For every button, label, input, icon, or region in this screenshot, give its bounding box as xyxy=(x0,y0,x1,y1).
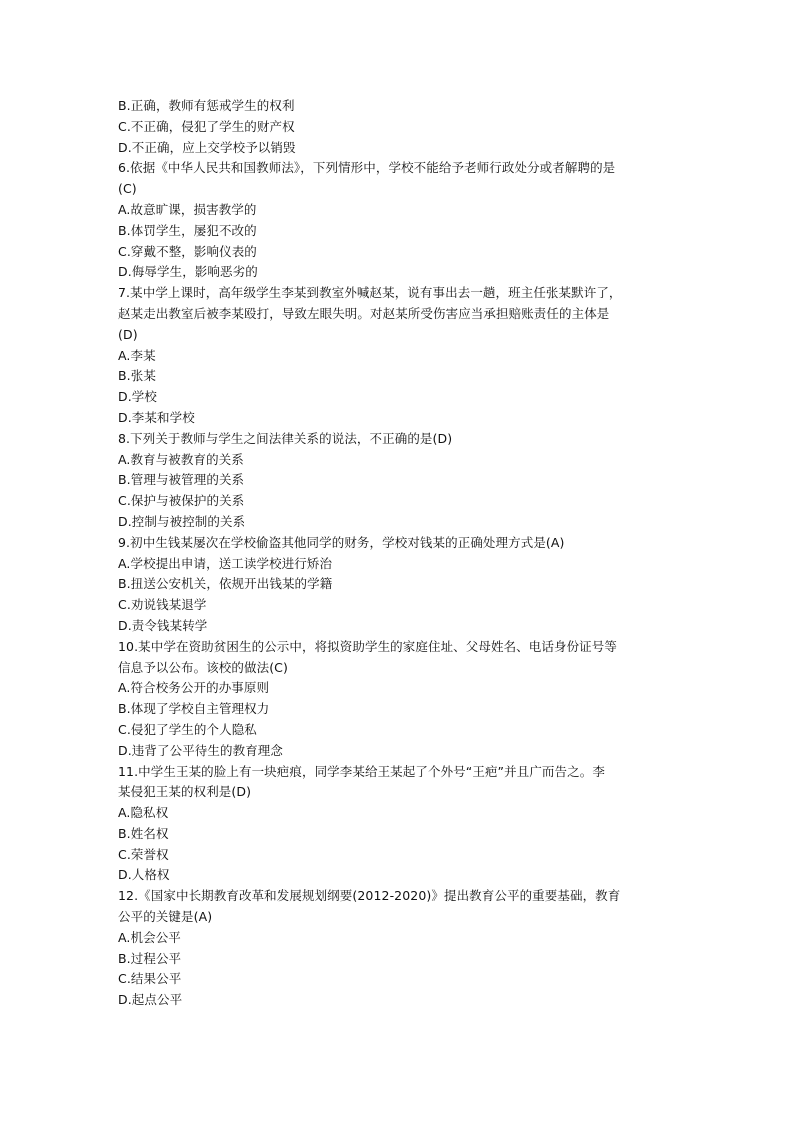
option-b: B.扭送公安机关，依规开出钱某的学籍 xyxy=(118,576,333,592)
option-c: C.荣誉权 xyxy=(118,846,169,862)
option-c: C.结果公平 xyxy=(118,971,182,987)
text-line: C.不正确，侵犯了学生的财产权 xyxy=(118,118,295,134)
option-b: B.过程公平 xyxy=(118,950,182,966)
option-d: D.违背了公平待生的教育理念 xyxy=(118,742,283,758)
question-text: 10.某中学在资助贫困生的公示中，将拟资助学生的家庭住址、父母姓名、电话身份证号等 xyxy=(118,638,617,654)
option-d: D.控制与被控制的关系 xyxy=(118,513,246,529)
question-text: 某侵犯王某的权利是(D) xyxy=(118,784,252,800)
option-a: A.教育与被教育的关系 xyxy=(118,451,244,467)
question-text: 9.初中生钱某屡次在学校偷盗其他同学的财务，学校对钱某的正确处理方式是(A) xyxy=(118,534,565,550)
option-a: A.符合校务公开的办事原则 xyxy=(118,680,270,696)
option-b: B.张某 xyxy=(118,368,156,384)
option-d: D.学校 xyxy=(118,389,157,405)
question-text: 12.《国家中长期教育改革和发展规划纲要(2012-2020)》提出教育公平的重要基础，教育 xyxy=(118,888,621,904)
option-b: B.姓名权 xyxy=(118,825,169,841)
question-text: 公平的关键是(A) xyxy=(118,909,213,925)
question-text: 11.中学生王某的脸上有一块疤痕，同学李某给王某起了个外号“王疤”并且广而告之。李 xyxy=(118,763,605,779)
question-text: 6.依据《中华人民共和国教师法》，下列情形中，学校不能给予老师行政处分或者解聘的是 xyxy=(118,160,616,176)
option-c: C.穿戴不整，影响仪表的 xyxy=(118,243,257,259)
option-d: D.人格权 xyxy=(118,867,170,883)
option-a: A.故意旷课，损害教学的 xyxy=(118,201,257,217)
option-a: A.学校提出申请，送工读学校进行矫治 xyxy=(118,555,333,571)
option-c: C.侵犯了学生的个人隐私 xyxy=(118,721,257,737)
question-text: 8.下列关于教师与学生之间法律关系的说法，不正确的是(D) xyxy=(118,430,453,446)
option-a: A.隐私权 xyxy=(118,805,169,821)
question-text: 信息予以公布。该校的做法(C) xyxy=(118,659,288,675)
option-c: C.劝说钱某退学 xyxy=(118,597,207,613)
option-b: B.体罚学生，屡犯不改的 xyxy=(118,222,257,238)
option-b: B.体现了学校自主管理权力 xyxy=(118,701,270,717)
text-line: B.正确，教师有惩戒学生的权利 xyxy=(118,98,295,113)
option-c: C.保护与被保护的关系 xyxy=(118,493,245,509)
document-body xyxy=(118,96,678,1011)
option-b: B.管理与被管理的关系 xyxy=(118,472,245,488)
option-d: D.责令钱某转学 xyxy=(118,617,208,633)
text-line: D.不正确，应上交学校予以销毁 xyxy=(118,139,296,155)
option-d: D.李某和学校 xyxy=(118,409,195,425)
option-a: A.机会公平 xyxy=(118,929,181,945)
option-a: A.李某 xyxy=(118,347,156,363)
question-text: 赵某走出教室后被李某殴打，导致左眼失明。对赵某所受伤害应当承担赔账责任的主体是 xyxy=(118,305,610,321)
option-d: D.侮辱学生，影响恶劣的 xyxy=(118,264,258,280)
question-text: 7.某中学上课时，高年级学生李某到教室外喊赵某，说有事出去一趟，班主任张某默许了， xyxy=(118,285,622,301)
answer-key: (C) xyxy=(118,181,137,197)
answer-key: (D) xyxy=(118,326,138,342)
option-d: D.起点公平 xyxy=(118,992,183,1008)
